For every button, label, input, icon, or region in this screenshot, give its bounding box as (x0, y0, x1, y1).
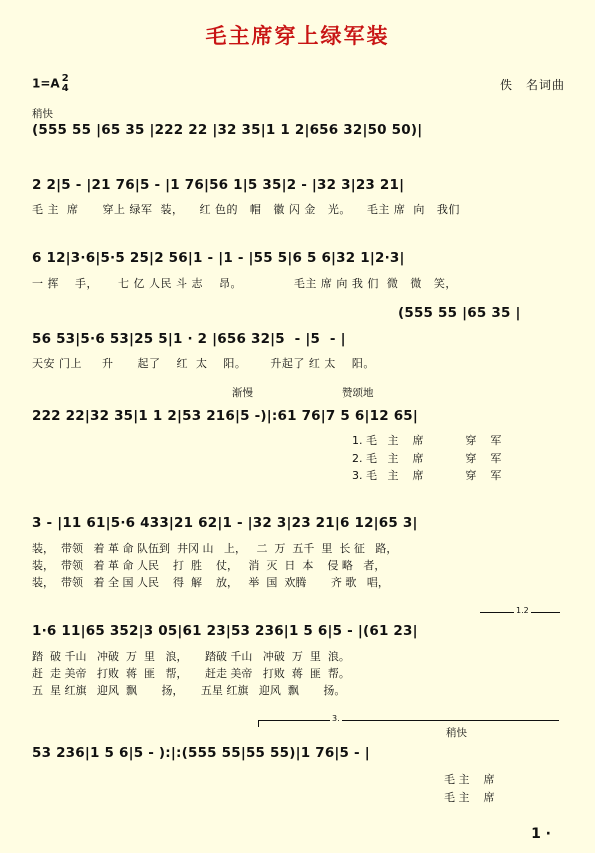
verse-end-1: 毛 主 席 (444, 773, 495, 786)
key-signature (32, 74, 69, 94)
intro-bracket: (555 55 |65 35 | (398, 305, 521, 321)
verse-3-start: 3. 毛 主 席 穿 军 (352, 469, 502, 482)
notation-row-6: 3 - |11 61|5·6 433|21 62|1 - |32 3|23 21|6 12|65 3| (32, 515, 418, 531)
song-title: 毛主席穿上绿军装 (205, 23, 390, 48)
notation-row-7: 1·6 11|65 352|3 05|61 23|53 236|1 5 6|5 - |(61 23| (32, 623, 418, 639)
time-top: 2 (61, 73, 69, 84)
notation-row-3: 6 12|3·6|5·5 25|2 56|1 - |1 - |55 5|6 5 6|32 1|2·3| (32, 250, 405, 266)
volta-label-3: 3. (332, 714, 340, 723)
key-label: 1=A (32, 76, 60, 91)
notation-row-5: 222 22|32 35|1 1 2|53 216|5 -)|:61 76|7 5 6|12 65| (32, 408, 419, 424)
notation-row-8: 53 236|1 5 6|5 - ):|:(555 55|55 55)|1 76|5 - | (32, 745, 370, 761)
volta-bracket-3 (258, 720, 559, 727)
verse-1-start: 1. 毛 主 席 穿 军 (352, 434, 502, 447)
volta-label-12: 1.2 (516, 606, 529, 615)
tempo-mark-2: 稍快 (446, 727, 467, 739)
expression-slowing: 渐慢 (232, 387, 253, 399)
verse-1-row-7: 踏 破 千山 冲破 万 里 浪， 踏破 千山 冲破 万 里 浪。 (32, 650, 350, 663)
expression-praising: 赞颂地 (342, 387, 374, 399)
verse-2-row-6: 装， 带领 着 革 命 人民 打 胜 仗， 消 灭 日 本 侵 略 者， (32, 559, 386, 572)
credit: 佚 名词曲 (499, 78, 565, 92)
notation-row-2: 2 2|5 - |21 76|5 - |1 76|56 1|5 35|2 - |32 3|23 21| (32, 177, 405, 193)
verse-3-row-6: 装， 带领 着 全 国 人民 得 解 放， 举 国 欢腾 齐 歌 唱， (32, 576, 389, 589)
time-bottom: 4 (61, 83, 69, 94)
verse-2-start: 2. 毛 主 席 穿 军 (352, 452, 502, 465)
lyric-row-2: 毛 主 席 穿上 绿军 装， 红 色的 帽 徽 闪 金 光。 毛主 席 向 我们 (32, 203, 460, 216)
notation-row-1: (555 55 |65 35 |222 22 |32 35|1 1 2|656 32|50 50)| (32, 122, 423, 138)
verse-3-row-7: 五 星 红旗 迎风 飘 扬， 五星 红旗 迎风 飘 扬。 (32, 684, 346, 697)
notation-row-4: 56 53|5·6 53|25 5|1 · 2 |656 32|5 - |5 - | (32, 331, 346, 347)
verse-end-2: 毛 主 席 (444, 791, 495, 804)
verse-1-row-6: 装， 带领 着 革 命 队伍到 井冈 山 上， 二 万 五千 里 长 征 路， (32, 542, 398, 555)
lyric-row-3: 一 挥 手， 七 亿 人民 斗 志 昂。 毛主 席 向 我 们 微 微 笑， (32, 277, 457, 290)
verse-2-row-7: 赶 走 美帝 打败 蒋 匪 帮， 赶走 美帝 打败 蒋 匪 帮。 (32, 667, 350, 680)
time-signature (62, 74, 69, 94)
tempo-mark-1: 稍快 (32, 108, 53, 120)
lyric-row-4: 天安 门上 升 起了 红 太 阳。 升起了 红 太 阳。 (32, 357, 375, 370)
page-number: 1 · (531, 826, 551, 842)
